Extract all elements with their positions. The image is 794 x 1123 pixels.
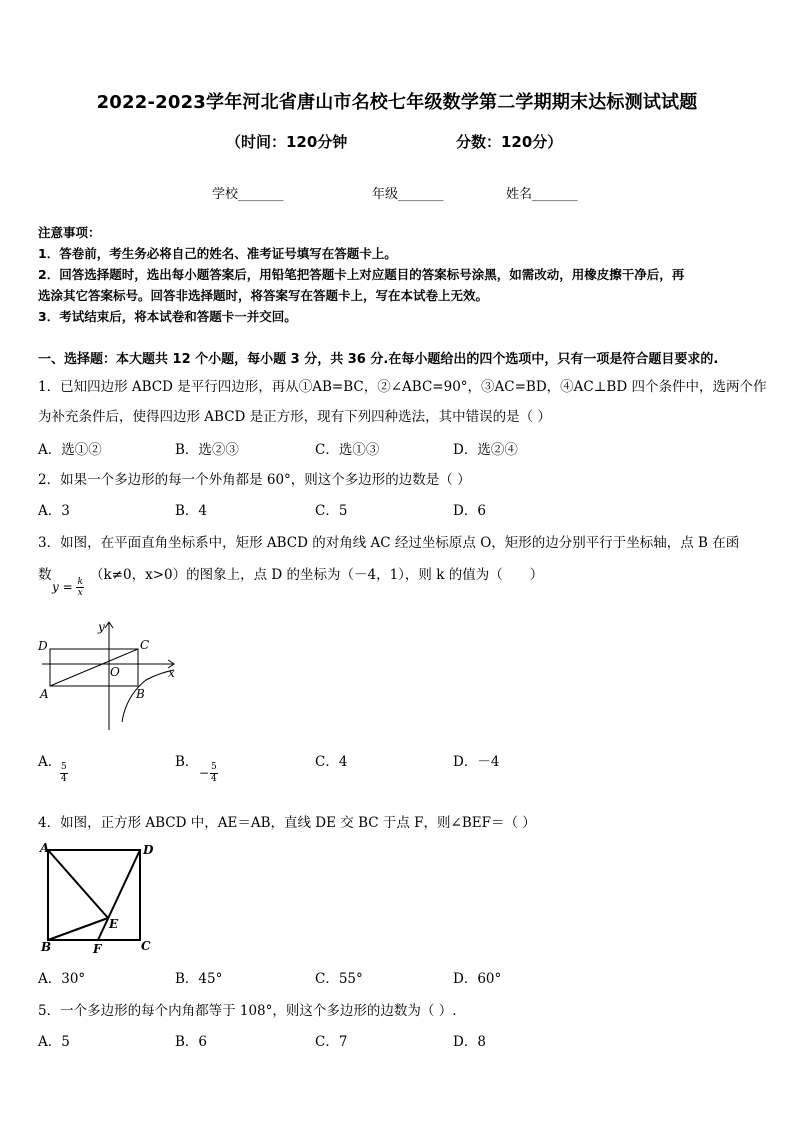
option-b-fraction	[210, 762, 218, 785]
square-figure	[36, 838, 162, 956]
segment-ae	[48, 850, 108, 918]
section-heading: 一、选择题：本大题共 12 个小题，每小题 3 分，共 36 分.在每小题给出的四个选项中，只有一项是符合题目要求的.	[38, 352, 719, 367]
label-d: D	[38, 639, 48, 653]
label-c: C	[141, 939, 151, 953]
question-2-option-a: A．3	[38, 503, 70, 519]
label-o: O	[110, 665, 120, 679]
question-1-option-a: A．选①②	[38, 442, 102, 458]
name-field: 姓名_______	[506, 187, 578, 202]
question-4-text: 4．如图，正方形 ABCD 中，AE＝AB，直线 DE 交 BC 于点 F，则∠BEF＝（ ）	[38, 815, 536, 831]
question-2-option-d: D．6	[453, 503, 486, 519]
label-y: y	[98, 620, 105, 634]
question-5-text: 5．一个多边形的每个内角都等于 108°，则这个多边形的边数为（ ）.	[38, 1003, 457, 1019]
question-3-text-b: （k≠0，x>0）的图象上，点 D 的坐标为（－4，1），则 k 的值为（ ）	[90, 567, 544, 583]
label-b: B	[136, 687, 145, 701]
function-formula	[52, 577, 84, 598]
option-a-fraction	[60, 762, 68, 785]
question-3-text-a: 数	[38, 567, 52, 583]
exam-title: 2022-2023学年河北省唐山市名校七年级数学第二学期期末达标测试试题	[96, 92, 698, 113]
question-3-option-c: C．4	[315, 754, 348, 770]
label-a: A	[40, 687, 49, 701]
question-3-text: 3．如图，在平面直角坐标系中，矩形 ABCD 的对角线 AC 经过坐标原点 O，矩形的边分别平行于坐标轴，点 B 在函	[38, 535, 740, 551]
question-5-option-c: C．7	[315, 1034, 348, 1050]
square-abcd	[48, 850, 140, 940]
exam-time: （时间：120分钟	[226, 133, 348, 151]
label-c: C	[140, 638, 150, 652]
segment-df	[98, 850, 140, 940]
question-1-option-b: B．选②③	[175, 442, 239, 458]
question-1-text: 1．已知四边形 ABCD 是平行四边形，再从①AB=BC，②∠ABC=90°，③AC=BD，④AC⊥BD 四个条件中，选两个作	[38, 379, 767, 395]
label-f: F	[93, 942, 102, 956]
question-3-option-d: D．－4	[453, 754, 500, 770]
exam-score: 分数：120分）	[456, 133, 563, 151]
question-4-option-c: C．55°	[315, 971, 363, 987]
option-b-sign: −	[199, 766, 210, 780]
question-1-text: 为补充条件后，使得四边形 ABCD 是正方形，现有下列四种选法，其中错误的是（ ）	[38, 409, 551, 425]
notice-item: 1．答卷前，考生务必将自己的姓名、准考证号填写在答题卡上。	[38, 246, 397, 261]
diagonal-ac	[50, 649, 138, 686]
question-5-option-b: B．6	[175, 1034, 208, 1050]
label-x: x	[168, 666, 175, 680]
option-a-numerator: 5	[61, 762, 67, 772]
option-b-denominator: 4	[211, 774, 217, 784]
school-field: 学校_______	[212, 187, 284, 202]
function-numerator: k	[77, 577, 83, 587]
option-a-denominator: 4	[61, 774, 67, 784]
question-5-option-a: A．5	[38, 1034, 70, 1050]
question-2-option-c: C．5	[315, 503, 348, 519]
question-1-option-c: C．选①③	[315, 442, 380, 458]
question-3-option-a: A．	[38, 754, 62, 770]
function-y: y =	[52, 580, 73, 594]
label-e: E	[109, 917, 119, 931]
function-denominator: x	[77, 588, 83, 598]
label-d: D	[143, 843, 154, 857]
notice-item: 2．回答选择题时，选出每小题答案后，用铅笔把答题卡上对应题目的答案标号涂黑，如需改动，用橡皮擦干净后，再	[38, 267, 685, 282]
label-a: A	[40, 841, 50, 855]
function-fraction	[76, 577, 83, 598]
coordinate-figure	[34, 618, 184, 740]
option-b-numerator: 5	[211, 762, 217, 772]
question-2-option-b: B．4	[175, 503, 208, 519]
notice-heading: 注意事项：	[38, 225, 101, 240]
question-4-option-a: A．30°	[38, 971, 86, 987]
question-1-option-d: D．选②④	[453, 442, 518, 458]
question-5-option-d: D．8	[453, 1034, 486, 1050]
notice-item: 3．考试结束后，将本试卷和答题卡一并交回。	[38, 309, 297, 324]
question-4-option-b: B．45°	[175, 971, 223, 987]
notice-item: 选涂其它答案标号。回答非选择题时，将答案写在答题卡上，写在本试卷上无效。	[38, 288, 489, 303]
question-4-option-d: D．60°	[453, 971, 502, 987]
label-b: B	[41, 940, 52, 954]
question-3-option-b: B．	[175, 754, 199, 770]
question-2-text: 2．如果一个多边形的每一个外角都是 60°，则这个多边形的边数是（ ）	[38, 472, 471, 488]
hyperbola-curve	[122, 670, 174, 722]
grade-field: 年级_______	[372, 187, 444, 202]
